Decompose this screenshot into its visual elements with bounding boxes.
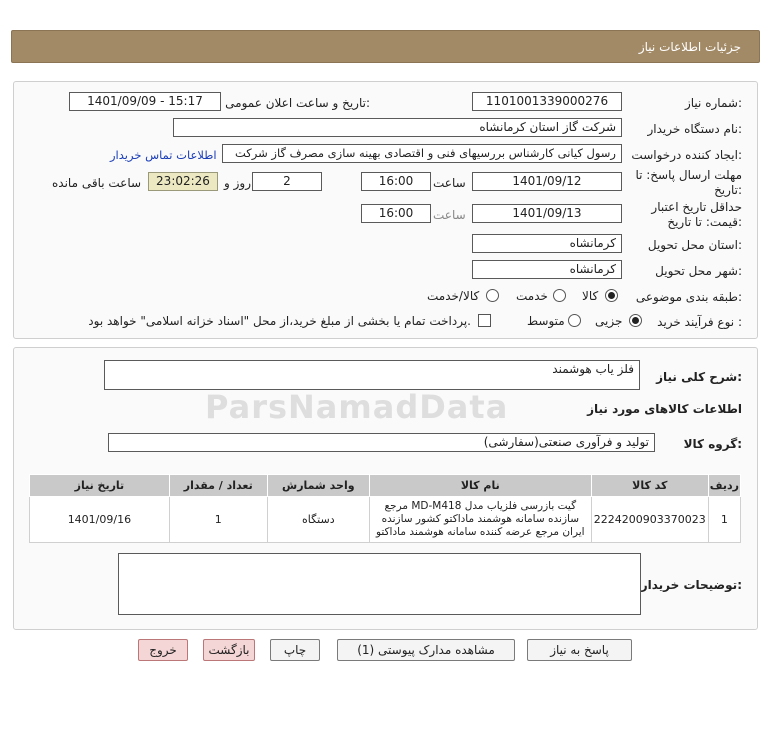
deadline-time-label: ساعت <box>433 176 466 190</box>
table-row <box>30 497 741 543</box>
need-number-label: شماره نیاز: <box>684 96 742 110</box>
print-button[interactable]: چاپ <box>270 639 320 661</box>
treasury-payment-checkbox[interactable] <box>478 314 491 327</box>
treasury-payment-note: پرداخت تمام یا بخشی از مبلغ خرید،از محل "اسناد خزانه اسلامی" خواهد بود. <box>88 314 471 328</box>
cell-unit: دستگاه <box>267 497 369 543</box>
contact-buyer-link[interactable]: اطلاعات تماس خریدار <box>110 148 217 162</box>
deadline-date-field: 1401/09/12 <box>472 172 622 191</box>
col-name: نام کالا <box>369 475 591 497</box>
announce-label: تاریخ و ساعت اعلان عمومی: <box>225 96 370 110</box>
need-number-field: 1101001339000276 <box>472 92 622 111</box>
cell-code: 2224200903370023 <box>591 497 708 543</box>
validity-label-2: قیمت: تا تاریخ: <box>667 215 742 229</box>
deadline-time-field: 16:00 <box>361 172 431 191</box>
buyer-notes-field <box>118 553 641 615</box>
validity-label: حداقل تاریخ اعتبار <box>651 200 742 214</box>
summary-field: فلز یاب هوشمند <box>104 360 640 390</box>
back-button[interactable]: بازگشت <box>203 639 255 661</box>
validity-date-field: 1401/09/13 <box>472 204 622 223</box>
col-qty: تعداد / مقدار <box>169 475 267 497</box>
page-title: جزئیات اطلاعات نیاز <box>638 40 741 54</box>
goods-info-title: اطلاعات کالاهای مورد نیاز <box>587 402 742 416</box>
col-row: ردیف <box>708 475 740 497</box>
attachments-button[interactable]: مشاهده مدارک پیوستی (1) <box>337 639 515 661</box>
days-label: روز و <box>224 176 251 190</box>
cell-date: 1401/09/16 <box>30 497 170 543</box>
category-goods-label: کالا <box>582 289 599 303</box>
province-label: استان محل تحویل: <box>647 238 742 252</box>
cell-qty: 1 <box>169 497 267 543</box>
reply-button[interactable]: پاسخ به نیاز <box>527 639 632 661</box>
city-label: شهر محل تحویل: <box>655 264 742 278</box>
goods-table <box>29 474 741 543</box>
goods-group-field: تولید و فرآوری صنعتی(سفارشی) <box>108 433 655 452</box>
col-unit: واحد شمارش <box>267 475 369 497</box>
deadline-label: مهلت ارسال پاسخ: تا <box>635 168 742 182</box>
validity-time-label: ساعت <box>433 208 466 222</box>
remaining-time-field: 23:02:26 <box>148 172 218 191</box>
process-medium-radio[interactable] <box>568 314 581 327</box>
process-minor-radio[interactable] <box>629 314 642 327</box>
category-label: طبقه بندی موضوعی: <box>635 290 742 304</box>
category-goods-service-radio[interactable] <box>486 289 499 302</box>
deadline-label-2: تاریخ: <box>714 183 742 197</box>
buyer-notes-label: توضیحات خریدار: <box>640 578 742 592</box>
category-goods-radio[interactable] <box>605 289 618 302</box>
city-field: کرمانشاه <box>472 260 622 279</box>
creator-field: رسول کیانی کارشناس بررسیهای فنی و اقتصادی بهینه سازی مصرف گاز شرکت <box>222 144 622 163</box>
exit-button[interactable]: خروج <box>138 639 188 661</box>
province-field: کرمانشاه <box>472 234 622 253</box>
creator-label: ایجاد کننده درخواست: <box>631 148 742 162</box>
category-service-label: خدمت <box>516 289 548 303</box>
goods-group-label: گروه کالا: <box>683 437 742 451</box>
remaining-label: ساعت باقی مانده <box>52 176 142 190</box>
summary-label: شرح کلی نیاز: <box>656 370 742 384</box>
process-medium-label: متوسط <box>527 314 565 328</box>
watermark: ParsNamadData <box>205 388 509 426</box>
cell-row: 1 <box>708 497 740 543</box>
announce-field: 1401/09/09 - 15:17 <box>69 92 221 111</box>
buyer-org-label: نام دستگاه خریدار: <box>647 122 742 136</box>
page-title-bar <box>11 30 760 63</box>
process-minor-label: جزیی <box>595 314 623 328</box>
category-service-radio[interactable] <box>553 289 566 302</box>
validity-time-field: 16:00 <box>361 204 431 223</box>
process-label: نوع فرآیند خرید : <box>657 315 742 329</box>
col-code: کد کالا <box>591 475 708 497</box>
category-goods-service-label: کالا/خدمت <box>427 289 480 303</box>
days-field: 2 <box>252 172 322 191</box>
col-date: تاریخ نیاز <box>30 475 170 497</box>
cell-name: گیت بازرسی فلزیاب مدل MD-M418 مرجع سازنده سامانه هوشمند ماداکتو کشور سازنده ایران مرجع عرضه کننده سامانه هوشمند ماداکتو <box>369 497 591 543</box>
buyer-org-field: شرکت گاز استان کرمانشاه <box>173 118 622 137</box>
goods-table-header <box>30 475 741 497</box>
